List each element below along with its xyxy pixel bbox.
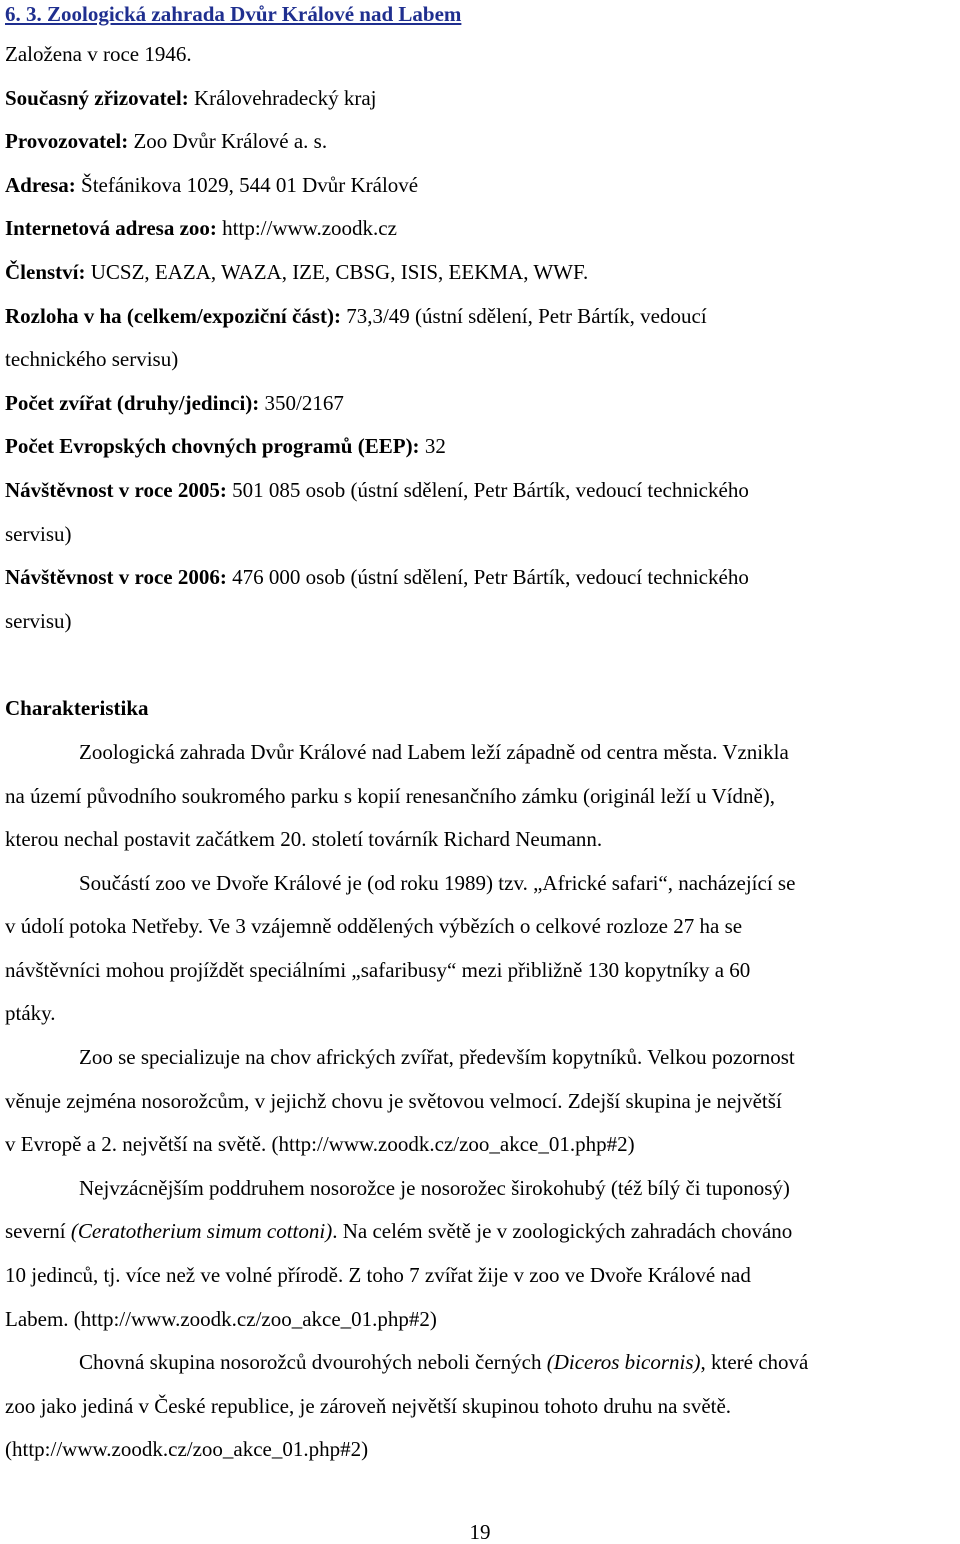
visitors-2005-value-1: 501 085 osob (ústní sdělení, Petr Bártík, vedoucí technického <box>226 477 749 502</box>
eep-label: Počet Evropských chovných programů (EEP): <box>5 434 420 459</box>
paragraph-4-line <box>5 1210 958 1254</box>
page-number: 19 <box>469 1520 491 1544</box>
paragraph-5 <box>5 1341 958 1472</box>
visitors-2006-line-2: servisu) <box>5 608 72 633</box>
founded-line: Založena v roce 1946. <box>5 42 192 66</box>
visitors-2005-line-2: servisu) <box>5 521 72 546</box>
zoo-info-block <box>5 33 958 643</box>
area-label: Rozloha v ha (celkem/expoziční část): <box>5 303 341 328</box>
web-value: http://www.zoodk.cz <box>216 216 397 241</box>
species-name-italic: (Diceros bicornis) <box>546 1350 701 1375</box>
paragraph-2-line: v údolí potoka Netřeby. Ve 3 vzájemně oddělených výbězích o celkové rozloze 27 ha se <box>5 914 743 939</box>
paragraph-1-line: kterou nechal postavit začátkem 20. století továrník Richard Neumann. <box>5 827 603 852</box>
paragraph-2-line: návštěvníci mohou projíždět speciálními „safaribusy“ mezi přibližně 130 kopytníky a 60 <box>5 957 751 982</box>
paragraph-3-line: věnuje zejména nosorožcům, v jejichž chovu je světovou velmocí. Zdejší skupina je největší <box>5 1088 782 1113</box>
area-value-1: 73,3/49 (ústní sdělení, Petr Bártík, vedoucí <box>340 303 707 328</box>
membership-value: UCSZ, EAZA, WAZA, IZE, CBSG, ISIS, EEKMA, WWF. <box>85 259 589 284</box>
operator-line <box>5 120 958 164</box>
address-value: Štefánikova 1029, 544 01 Dvůr Králové <box>75 172 419 197</box>
operator-value: Zoo Dvůr Králové a. s. <box>128 129 328 154</box>
paragraph-5-text: , které chová <box>700 1350 809 1375</box>
paragraph-2-line: Součástí zoo ve Dvoře Králové je (od roku 1989) tzv. „Africké safari“, nacházející se <box>79 870 796 895</box>
species-name-italic: (Ceratotherium simum cottoni) <box>70 1219 333 1244</box>
paragraph-3 <box>5 1036 958 1167</box>
paragraph-5-line <box>5 1341 958 1385</box>
paragraph-4-text: . Na celém světě je v zoologických zahradách chováno <box>332 1219 793 1244</box>
paragraph-2-line: ptáky. <box>5 1001 56 1026</box>
visitors-2005-label: Návštěvnost v roce 2005: <box>5 477 227 502</box>
paragraph-4-line: 10 jedinců, tj. více než ve volné přírodě. Z toho 7 zvířat žije v zoo ve Dvoře Králové nad <box>5 1263 751 1288</box>
animals-label: Počet zvířat (druhy/jedinci): <box>5 390 260 415</box>
founder-label: Současný zřizovatel: <box>5 85 189 110</box>
address-label: Adresa: <box>5 172 76 197</box>
paragraph-4 <box>5 1167 958 1341</box>
paragraph-1-line: Zoologická zahrada Dvůr Králové nad Labem leží západně od centra města. Vznikla <box>79 739 789 764</box>
membership-label: Členství: <box>5 259 86 284</box>
address-line <box>5 164 958 208</box>
founder-line <box>5 77 958 121</box>
web-line <box>5 207 958 251</box>
paragraph-5-text: Chovná skupina nosorožců dvourohých neboli černých <box>79 1350 547 1375</box>
paragraph-4-text: severní <box>5 1219 71 1244</box>
paragraph-4-line: Labem. (http://www.zoodk.cz/zoo_akce_01.php#2) <box>5 1306 437 1331</box>
visitors-2006-value-1: 476 000 osob (ústní sdělení, Petr Bártík, vedoucí technického <box>226 565 749 590</box>
paragraph-3-line: Zoo se specializuje na chov afrických zvířat, především kopytníků. Velkou pozornost <box>79 1045 795 1070</box>
section-heading: 6. 3. Zoologická zahrada Dvůr Králové nad Labem <box>5 2 462 26</box>
characteristics-title: Charakteristika <box>5 696 149 721</box>
visitors-2005-line <box>5 469 958 513</box>
visitors-2006-line <box>5 556 958 600</box>
paragraph-2 <box>5 862 958 1036</box>
document-page <box>5 0 958 1472</box>
paragraph-5-line: zoo jako jediná v České republice, je zároveň největší skupinou tohoto druhu na světě. <box>5 1393 732 1418</box>
operator-label: Provozovatel: <box>5 129 129 154</box>
eep-line <box>5 425 958 469</box>
founder-value: Královehradecký kraj <box>188 85 377 110</box>
paragraph-5-line: (http://www.zoodk.cz/zoo_akce_01.php#2) <box>5 1437 369 1462</box>
paragraph-1 <box>5 731 958 862</box>
eep-value: 32 <box>419 434 446 459</box>
visitors-2006-label: Návštěvnost v roce 2006: <box>5 565 227 590</box>
web-label: Internetová adresa zoo: <box>5 216 217 241</box>
area-line-2: technického servisu) <box>5 347 179 372</box>
paragraph-4-line: Nejvzácnějším poddruhem nosorožce je nosorožec širokohubý (též bílý či tuponosý) <box>79 1175 790 1200</box>
area-line <box>5 295 958 339</box>
paragraph-1-line: na území původního soukromého parku s kopií renesančního zámku (originál leží u Vídně), <box>5 783 776 808</box>
animals-line <box>5 382 958 426</box>
animals-value: 350/2167 <box>259 390 344 415</box>
paragraph-3-line: v Evropě a 2. největší na světě. (http://www.zoodk.cz/zoo_akce_01.php#2) <box>5 1132 635 1157</box>
membership-line <box>5 251 958 295</box>
